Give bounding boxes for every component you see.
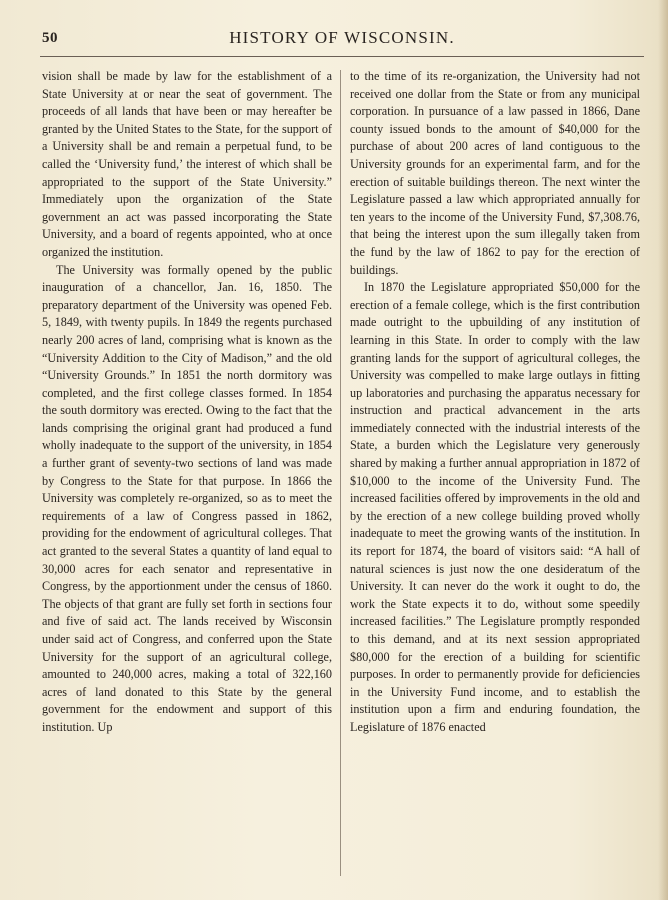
paragraph: to the time of its re-organization, the University had not received one dollar from the State or from any municipal corporation. In pursuance of a law passed in 1866, Dane county issued bonds to the amount of $40,000 for the purchase of about 200 acres of land contiguous to the University grounds for an experimental farm, and for the erection of suitable buildings thereon. The next winter the Legislature passed a law which appropriated annually for ten years to the income of the University Fund, $7,308.76, that being the interest upon the sum illegally taken from the fund by the law of 1862 to pay for the erection of buildings. [350,69,640,277]
paragraph: vision shall be made by law for the establishment of a State University at or near the seat of government. The proceeds of all lands that have been or may hereafter be granted by the United States to the State, for the support of a University shall be and remain a perpetual fund, to be called the ‘University fund,’ the interest of which shall be appropriated to the support of the State University.” Immediately upon the organization of the State government an act was passed incorporating the State University, and a board of regents appointed, who at once organized the institution. [42,69,332,259]
running-title: HISTORY OF WISCONSIN. [229,28,455,47]
page-number: 50 [42,30,58,46]
text-columns [42,68,646,878]
left-column [42,68,332,737]
column-divider [340,70,341,876]
paragraph: The University was formally opened by the public inauguration of a chancellor, Jan. 16, 1850. The preparatory department of the University was opened Feb. 5, 1849, with twenty pupils. In 1849 the regents purchased nearly 200 acres of land, comprising what is known as the “University Addition to the City of Madison,” and the old “University Grounds.” In 1851 the north dormitory was completed, and the first college classes formed. In 1854 the south dormitory was erected. Owing to the fact that the lands comprising the original grant had produced a fund wholly inadequate to the support of the university, in 1854 a further grant of seventy-two sections of land was made by Congress to the State for that purpose. In 1866 the University was completely re-organized, so as to meet the requirements of a law of Congress passed in 1862, providing for the endowment of agricultural colleges. That act granted to the several States a quantity of land equal to 30,000 acres for each senator and representative in Congress, by the apportionment under the census of 1860. The objects of that grant are fully set forth in sections four and five of said act. The lands received by Wisconsin under said act of Congress, and conferred upon the State University for the support of an agricultural college, amounted to 240,000 acres, making a total of 322,160 acres of land donated to this State by the general government for the endowment and support of this institution. Up [42,262,332,734]
page-header [42,28,642,52]
paragraph: In 1870 the Legislature appropriated $50,000 for the erection of a female college, which is the first contribution made outright to the upbuilding of any institution of learning in this State. In order to comply with the law granting lands for the support of agricultural colleges, the University was compelled to make large outlays in fitting up laboratories and purchasing the apparatus necessary for instruction and practical advancement in the arts immediately connected with the industrial interests of the State, a burden which the Legislature very generously shared by making a further annual appropriation in 1872 of $10,000 to the income of the University Fund. The increased facilities offered by improvements in the old and by the erection of a new college building proved wholly inadequate to meet the growing wants of the institution. In its report for 1874, the board of visitors said: “A hall of natural sciences is just now the one desideratum of the University. It can never do the work it ought to do, the work the State expects it to do, without some speedily increased facilities.” The Legislature promptly responded to this demand, and at its next session appropriated $80,000 for the erection of a building for scientific purposes. In order to permanently provide for deficiencies in the University Fund income, and to establish the institution upon a firm and enduring foundation, the Legislature of 1876 enacted [350,280,640,734]
right-column [350,68,640,737]
page-edge-shadow [658,0,668,900]
header-rule [40,56,644,57]
